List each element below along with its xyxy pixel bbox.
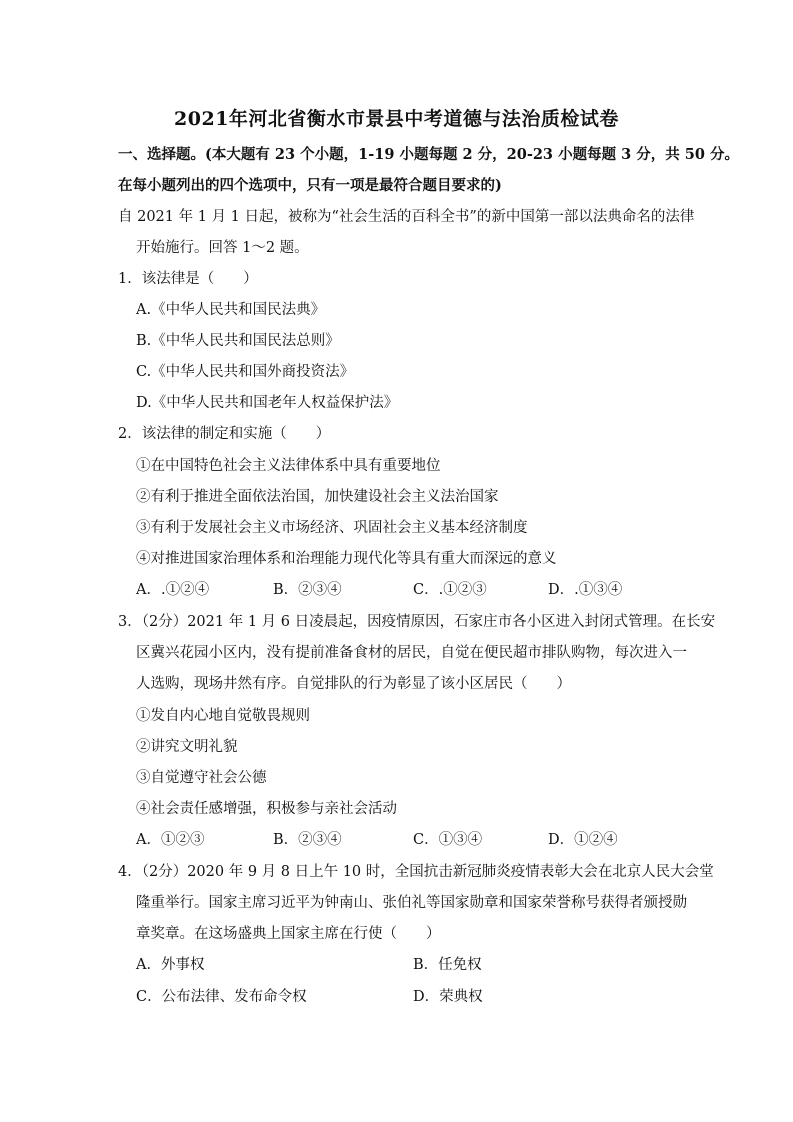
q2-item-2: ②有利于推进全面依法治国，加快建设社会主义法治国家 — [136, 489, 499, 505]
q2-option-c: C．.①②③ — [413, 582, 487, 598]
q2-stem: 2．该法律的制定和实施（ ） — [118, 426, 331, 442]
q1-option-c: C.《中华人民共和国外商投资法》 — [136, 364, 355, 380]
q2-item-4: ④对推进国家治理体系和治理能力现代化等具有重大而深远的意义 — [136, 551, 557, 567]
q3-stem-line2: 区冀兴花园小区内，没有提前准备食材的居民，自觉在便民超市排队购物，每次进入一 — [136, 645, 687, 661]
q3-item-3: ③自觉遵守社会公德 — [136, 770, 267, 786]
q2-option-d: D．.①③④ — [548, 582, 623, 598]
q4-option-d: D．荣典权 — [413, 989, 483, 1005]
q4-stem-line3: 章奖章。在这场盛典上国家主席在行使（ ） — [136, 926, 441, 942]
q4-option-a: A．外事权 — [136, 957, 205, 973]
section-heading-line1: 一、选择题。(本大题有 23 个小题，1-19 小题每题 2 分，20-23 小题每题 3 分，共 50 分。 — [118, 146, 740, 163]
q2-item-1: ①在中国特色社会主义法律体系中具有重要地位 — [136, 458, 441, 474]
q1-option-d: D.《中华人民共和国老年人权益保护法》 — [136, 395, 399, 411]
intro-line2: 开始施行。回答 1～2 题。 — [136, 240, 309, 256]
q4-option-c: C．公布法律、发布命令权 — [136, 989, 307, 1005]
page-title: 2021年河北省衡水市景县中考道德与法治质检试卷 — [174, 108, 619, 130]
q4-option-b: B．任免权 — [413, 957, 482, 973]
q3-stem-line3: 人选购，现场井然有序。自觉排队的行为彰显了该小区居民（ ） — [136, 676, 571, 692]
section-heading-line2: 在每小题列出的四个选项中，只有一项是最符合题目要求的) — [118, 177, 502, 194]
q4-stem-line2: 隆重举行。国家主席习近平为钟南山、张伯礼等国家勋章和国家荣誉称号获得者颁授勋 — [136, 895, 687, 911]
q1-option-a: A.《中华人民共和国民法典》 — [136, 302, 326, 318]
q1-stem: 1．该法律是（ ） — [118, 271, 258, 287]
q3-item-1: ①发自内心地自觉敬畏规则 — [136, 708, 310, 724]
q2-option-a: A．.①②④ — [136, 582, 210, 598]
q4-stem-line1: 4．（2分）2020 年 9 月 8 日上午 10 时，全国抗击新冠肺炎疫情表彰大会在北京人民大会堂 — [118, 864, 714, 880]
q3-option-d: D．①②④ — [548, 832, 618, 848]
q3-option-c: C．①③④ — [413, 832, 483, 848]
q3-option-b: B．②③④ — [273, 832, 342, 848]
q3-option-a: A．①②③ — [136, 832, 205, 848]
q2-option-b: B．②③④ — [273, 582, 342, 598]
q3-item-4: ④社会责任感增强，积极参与亲社会活动 — [136, 801, 397, 817]
intro-line1: 自 2021 年 1 月 1 日起，被称为“社会生活的百科全书”的新中国第一部以法典命名的法律 — [118, 209, 695, 225]
q2-item-3: ③有利于发展社会主义市场经济、巩固社会主义基本经济制度 — [136, 520, 528, 536]
q1-option-b: B.《中华人民共和国民法总则》 — [136, 333, 340, 349]
q3-stem-line1: 3．（2分）2021 年 1 月 6 日凌晨起，因疫情原因，石家庄市各小区进入封闭式管理。在长安 — [118, 614, 716, 630]
q3-item-2: ②讲究文明礼貌 — [136, 739, 238, 755]
